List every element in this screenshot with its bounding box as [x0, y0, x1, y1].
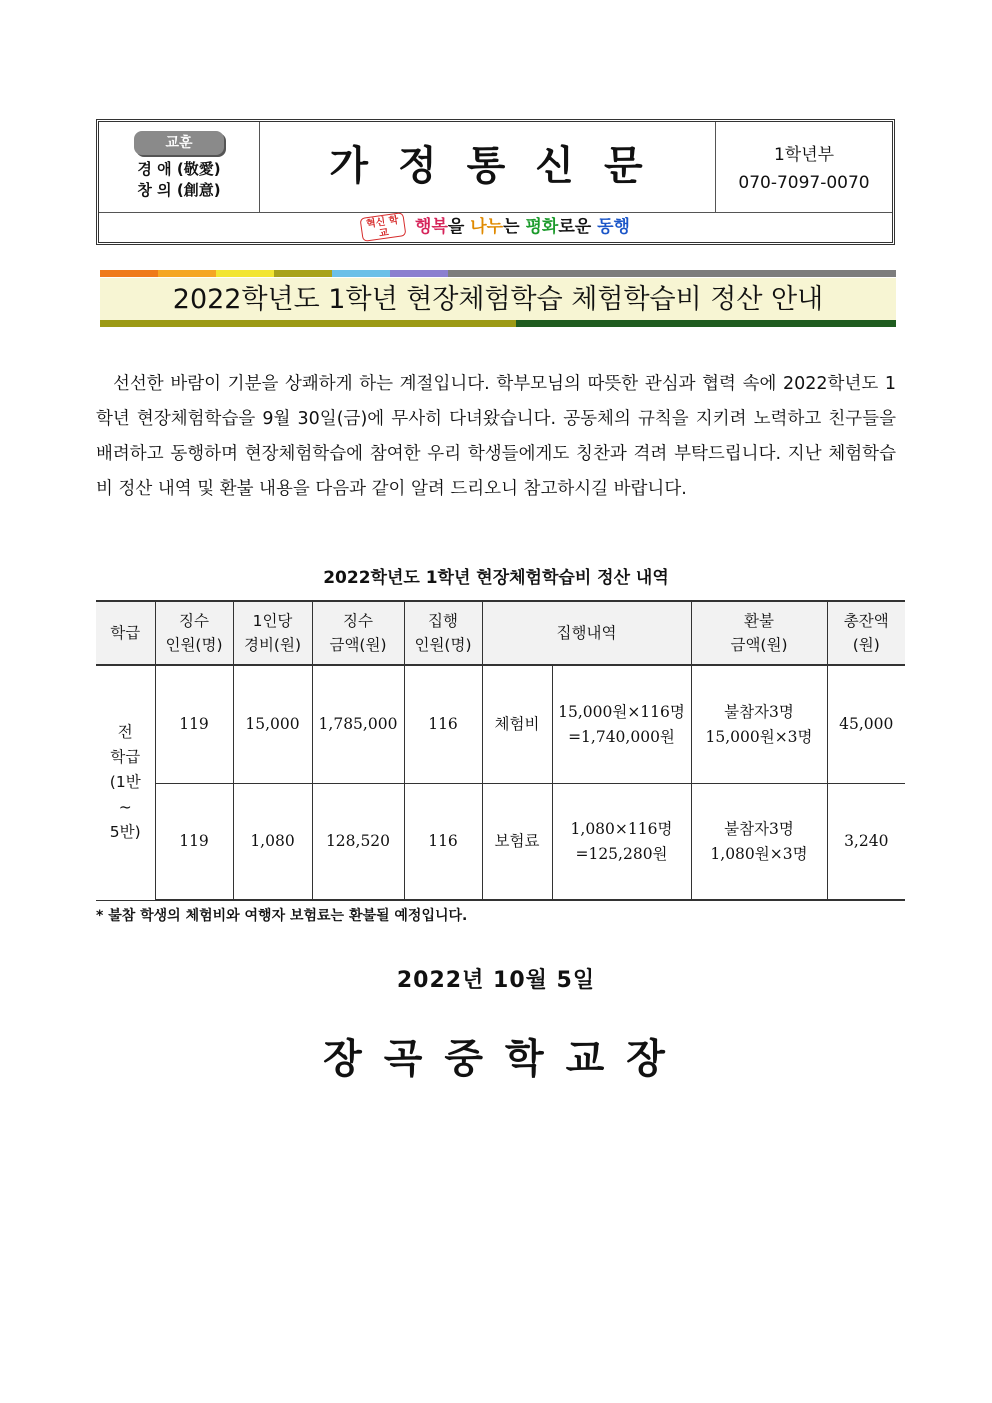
- motto-line-2: 창 의 (創意): [137, 181, 221, 199]
- cell-item: 보험료: [482, 784, 552, 901]
- cell-collect-amount: 1,785,000: [312, 665, 404, 784]
- col-per-person: 1인당 경비(원): [233, 601, 312, 665]
- class-label: 전 학급 (1반 ~ 5반): [96, 665, 155, 900]
- notice-body: 선선한 바람이 기분을 상쾌하게 하는 계절입니다. 학부모님의 따뜻한 관심과 협력 속에 2022학년도 1학년 현장체험학습을 9월 30일(금)에 무사히 다녀왔습니다. 공동체의 규칙을 지키려 노력하고 친구들을 배려하고 동행하며 현장체험학습에 참여한 우리 학생들에게도 칭찬과 격려 부탁드립니다. 지난 체험학습비 정산 내역 및 환불 내용을 다음과 같이 알려 드리오니 참고하시길 바랍니다.: [96, 374, 896, 499]
- cell-per-person: 1,080: [233, 784, 312, 901]
- col-collect-amount: 징수 금액(원): [312, 601, 404, 665]
- phone-number: 070-7097-0070: [738, 173, 870, 193]
- stripe-segment: [516, 320, 896, 327]
- stripe-segment: [332, 270, 390, 277]
- header-top-row: [99, 122, 892, 213]
- cell-collect-amount: 128,520: [312, 784, 404, 901]
- col-exec-count: 집행 인원(명): [404, 601, 482, 665]
- refund-note: * 불참 학생의 체험비와 여행자 보험료는 환불될 예정입니다.: [96, 908, 468, 924]
- table-row: [96, 784, 905, 901]
- slogan-part: 행복: [415, 217, 448, 237]
- motto-line-1: 경 애 (敬愛): [137, 160, 221, 178]
- stripe-segment: [216, 270, 274, 277]
- slogan-part: 평화: [525, 217, 559, 237]
- cell-balance: 3,240: [827, 784, 905, 901]
- school-motto: [99, 122, 260, 212]
- table-row: [96, 665, 905, 784]
- stripe-segment: [390, 270, 448, 277]
- col-balance: 총잔액 (원): [827, 601, 905, 665]
- stripe-segment: [274, 270, 332, 277]
- motto-badge: 교훈: [134, 131, 224, 155]
- col-exec-detail: 집행내역: [482, 601, 691, 665]
- cell-exec-count: 116: [404, 665, 482, 784]
- stripe-segment: [448, 270, 896, 277]
- newsletter-header: [96, 119, 895, 245]
- principal-signature: 장곡중학교장: [323, 1036, 687, 1082]
- settlement-table: [96, 600, 905, 901]
- stripe-segment: [100, 320, 516, 327]
- cell-calc: 1,080×116명 =125,280원: [552, 784, 691, 901]
- contact-info: [715, 122, 892, 212]
- department: 1학년부: [773, 145, 835, 165]
- col-class: 학급: [96, 601, 155, 665]
- slogan-part: 로운: [558, 217, 598, 237]
- cell-balance: 45,000: [827, 665, 905, 784]
- slogan-part: 나누: [470, 217, 504, 237]
- slogan-part: 을: [447, 217, 471, 237]
- col-refund: 환불 금액(원): [691, 601, 827, 665]
- slogan-part: 는: [503, 217, 526, 237]
- innovation-school-stamp: 혁신 학교: [360, 212, 407, 242]
- cell-refund: 불참자3명 15,000원×3명: [691, 665, 827, 784]
- issue-date: 2022년 10월 5일: [396, 968, 596, 993]
- cell-refund: 불참자3명 1,080원×3명: [691, 784, 827, 901]
- school-slogan: [99, 212, 892, 242]
- cell-item: 체험비: [482, 665, 552, 784]
- cell-exec-count: 116: [404, 784, 482, 901]
- col-collect-count: 징수 인원(명): [155, 601, 233, 665]
- cell-collect-count: 119: [155, 784, 233, 901]
- table-header-row: [96, 601, 905, 665]
- stripe-segment: [158, 270, 216, 277]
- cell-per-person: 15,000: [233, 665, 312, 784]
- cell-collect-count: 119: [155, 665, 233, 784]
- slogan-part: 동행: [597, 217, 630, 237]
- newsletter-title: 가정통신문: [329, 143, 673, 189]
- table-title: 2022학년도 1학년 현장체험학습비 정산 내역: [323, 568, 669, 588]
- cell-calc: 15,000원×116명 =1,740,000원: [552, 665, 691, 784]
- stripe-segment: [100, 270, 158, 277]
- notice-title-banner: 2022학년도 1학년 현장체험학습 체험학습비 정산 안내: [100, 278, 896, 320]
